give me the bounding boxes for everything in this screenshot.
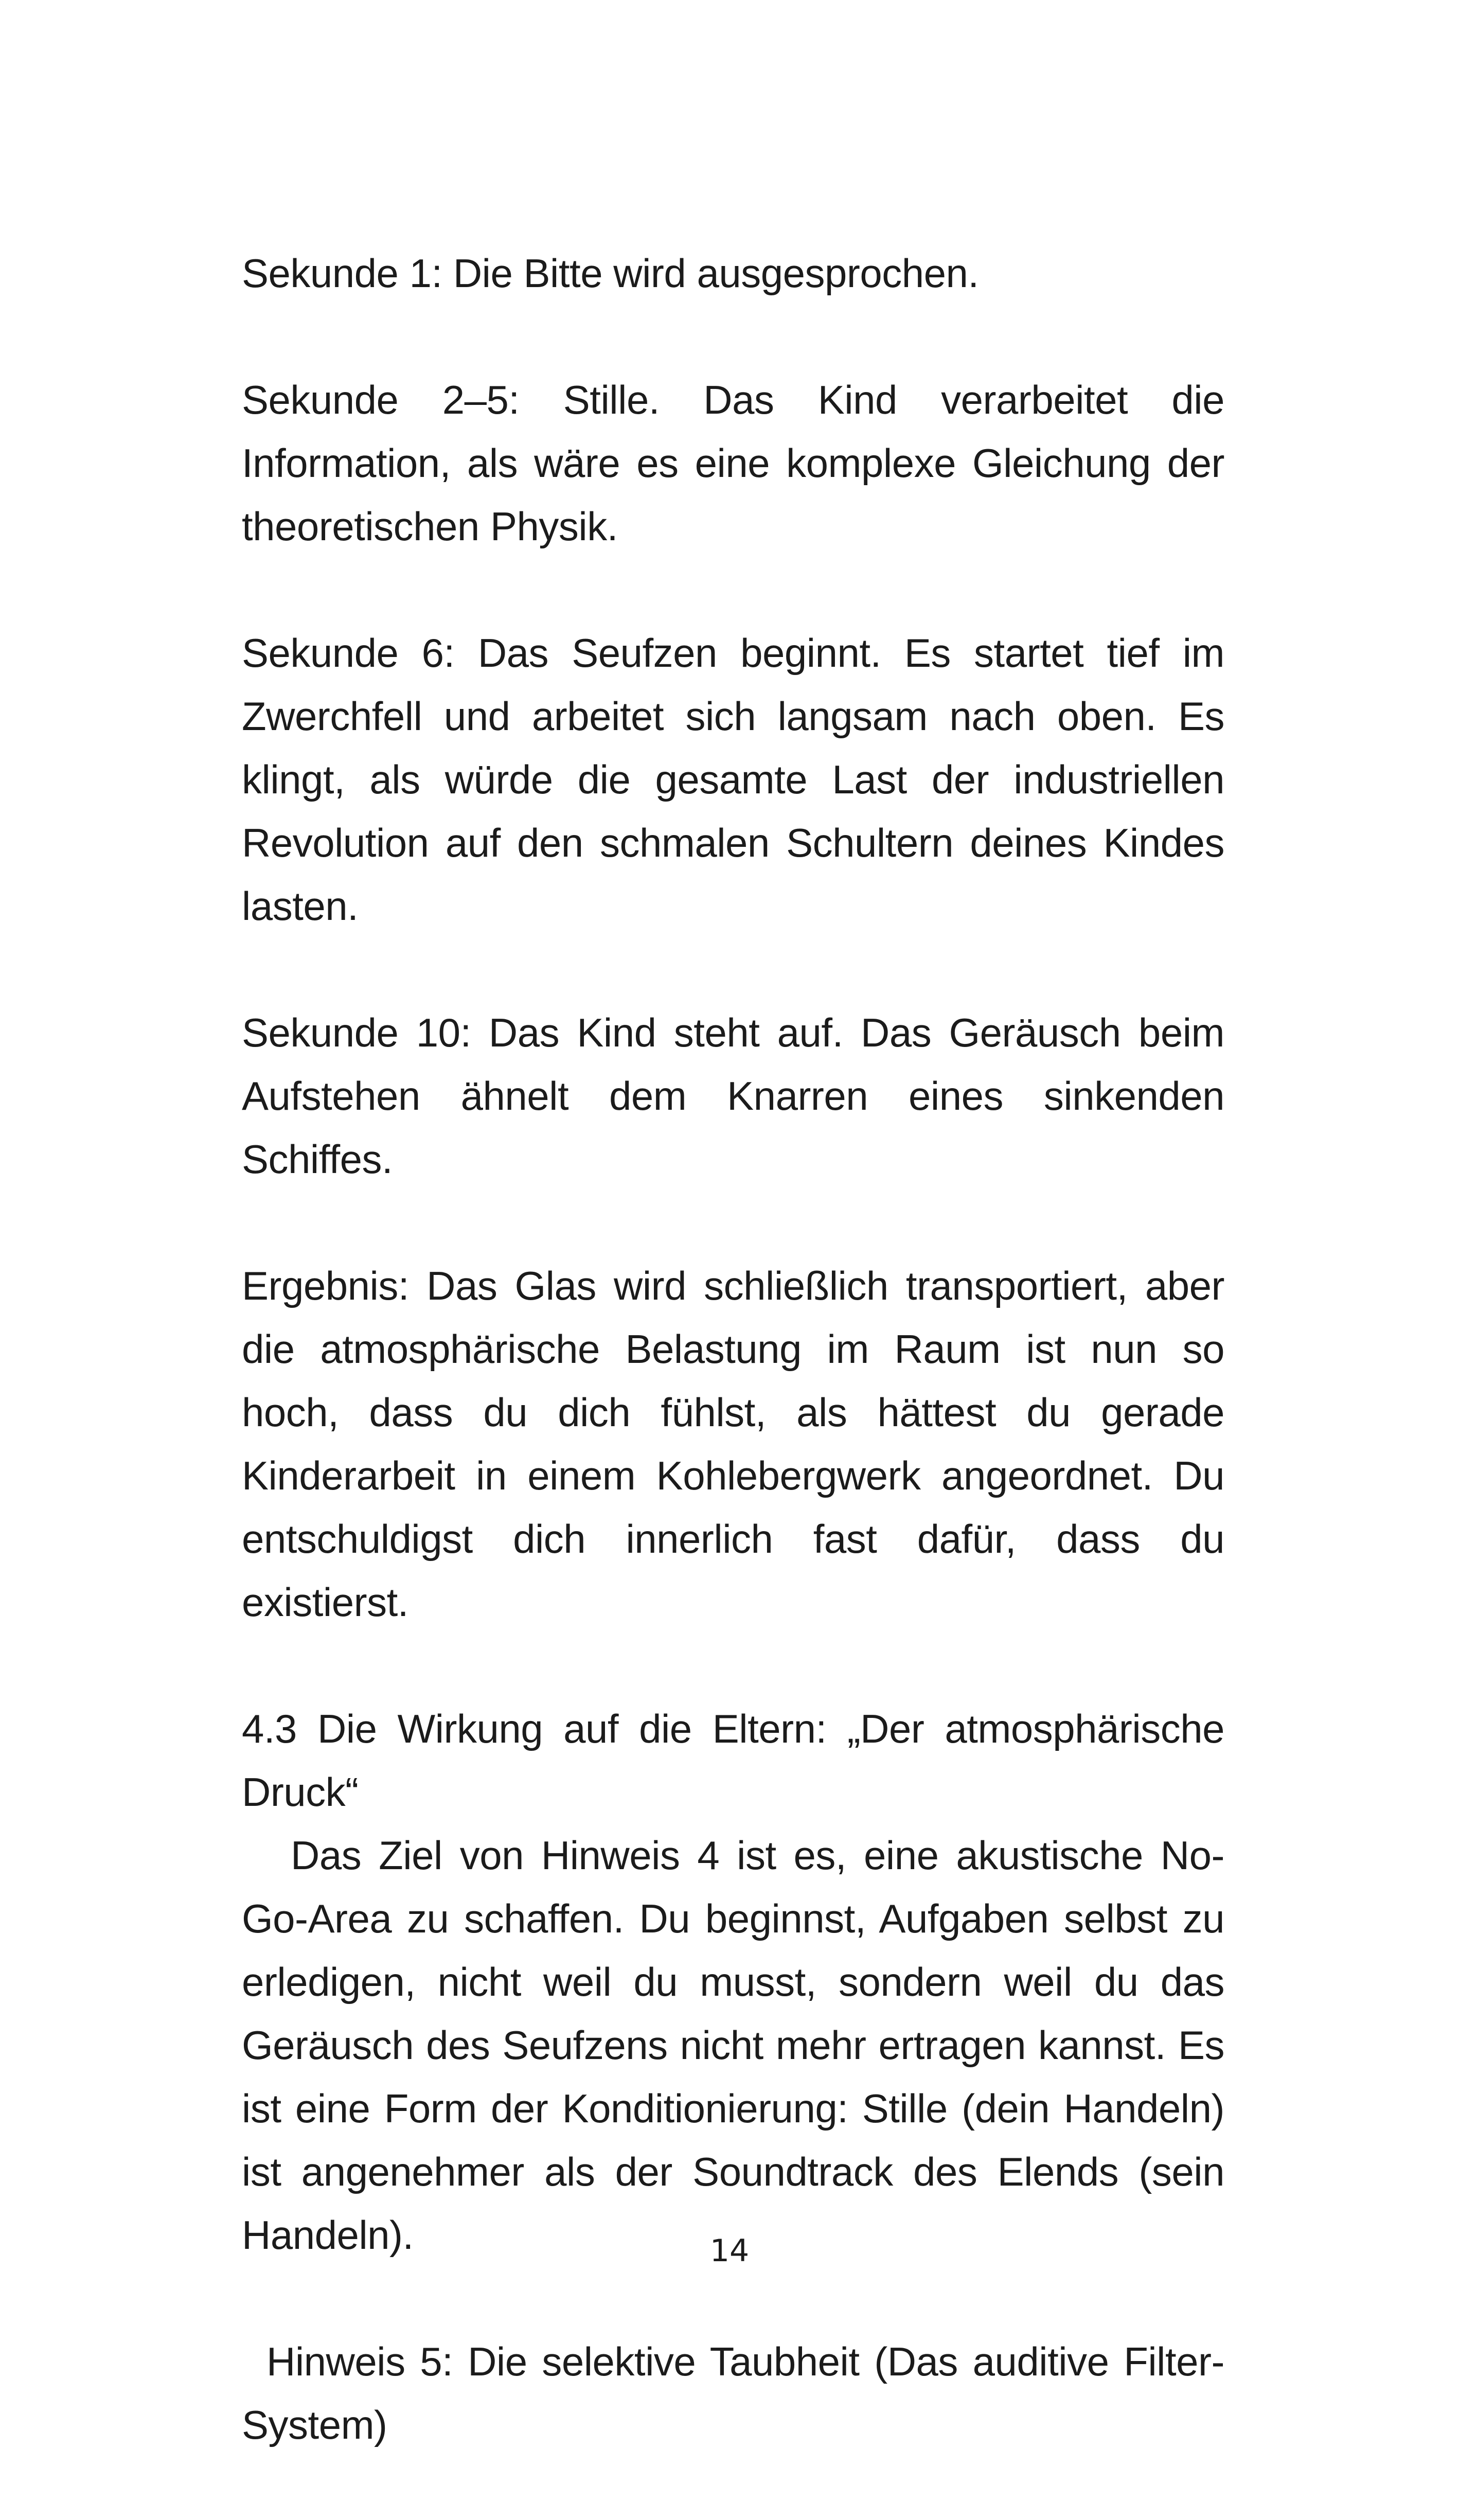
paragraph-second-1: Sekunde 1: Die Bitte wird ausgesprochen. (242, 251, 979, 296)
section-heading: 4.3 Die Wirkung auf die Eltern: „Der atmosphärische Druck“ (242, 1706, 1224, 1815)
paragraph-second-2-5: Sekunde 2–5: Stille. Das Kind verarbeitet die Information, als wäre es eine komplexe Gleichung der theoretischen Physik. (242, 377, 1224, 549)
paragraph-second-6: Sekunde 6: Das Seufzen beginnt. Es startet tief im Zwerchfell und arbeitet sich langsam nach oben. Es klingt, als würde die gesamte Last der industriellen Revolution auf den schmalen Schultern deines Kindes lasten. (242, 630, 1224, 929)
paragraph-second-10: Sekunde 10: Das Kind steht auf. Das Geräusch beim Aufstehen ähnelt dem Knarren eines sinkenden Schiffes. (242, 1010, 1224, 1182)
page-number: 14 (709, 2233, 750, 2269)
section-body: Das Ziel von Hinweis 4 ist es, eine akustische No-Go-Area zu schaffen. Du beginnst, Aufgaben selbst zu erledigen, nicht weil du musst, sondern weil du das Geräusch des Seufzens nicht mehr ertragen kannst. Es ist eine Form der Konditionierung: Stille (dein Handeln) ist angenehmer als der Soundtrack des Elends (sein Handeln). (242, 1833, 1224, 2258)
page-text (242, 242, 1224, 2520)
next-heading: Hinweis 5: Die selektive Taubheit (Das auditive Filter-System) (242, 2339, 1224, 2447)
paragraph-result: Ergebnis: Das Glas wird schließlich transportiert, aber die atmosphärische Belastung im Raum ist nun so hoch, dass du dich fühlst, als hättest du gerade Kinderarbeit in einem Kohlebergwerk angeordnet. Du entschuldigst dich innerlich fast dafür, dass du existierst. (242, 1263, 1224, 1625)
